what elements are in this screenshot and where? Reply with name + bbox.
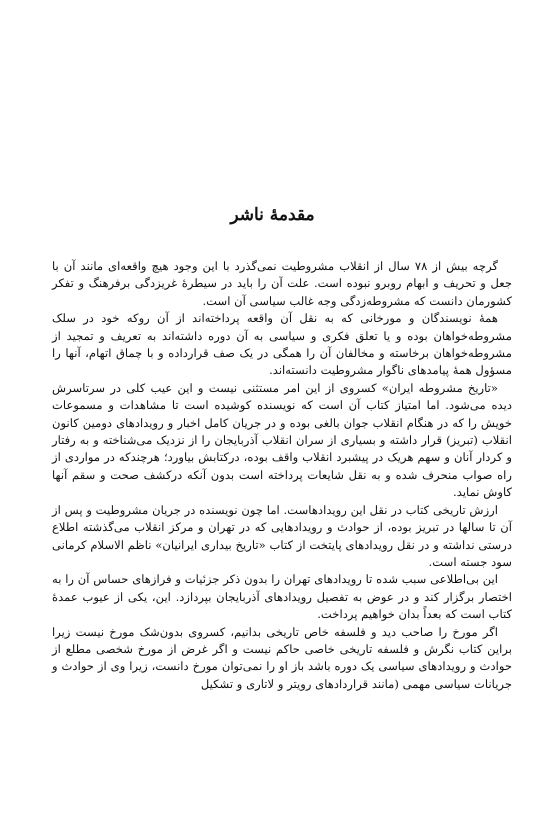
paragraph: این بی‌اطلاعی سبب شده تا رویدادهای تهران را بدون ذکر جزئیات و فرازهای حساس آن را به اختصار برگزار کند و در عوض به تفصیل رویدادهای آذربایجان بپردازد. این، یکی از عیوب عمدهٔ کتاب است که بعداً بدان خواهیم پرداخت. (52, 572, 512, 622)
body-text (52, 258, 512, 693)
paragraph: «تاریخ مشروطه ایران» کسروی از این امر مستثنی نیست و این عیب کلی در سرتاسرش دیده می‌شود. اما امتیاز کتاب آن است که نویسنده کوشیده است تا مشاهدات و مسموعات خویش را که در هنگام انقلاب جوان بالغی بوده و در جریان کامل اخبار و رویدادهای دومین کانون انقلاب (تبریز) قرار داشته و بسیاری از سران انقلاب آذربایجان را از نزدیک می‌شناخته و به رفتار و کردار آنان و سهم هریک در پیشبرد انقلاب واقف بوده، درکتابش بیاورد؛ هرچندکه در مواردی از راه صواب منحرف شده و به نقل شایعات پرداخته است بدون آنکه درکشف صحت و سقم آنها کاوش نماید. (52, 380, 512, 500)
paragraph: همهٔ نویسندگان و مورخانی که به نقل آن واقعه پرداخته‌اند از آن روکه خود در سلک مشروطه‌خواهان بوده و یا تعلق فکری و سیاسی به آن دوره داشته‌اند به تعریف و تمجید از مشروطه‌خواهان برخاسته و مخالفان آن را همگی در یک صف قرارداده و با چماق اتهام، آنها را مسؤول همهٔ پیامدهای ناگوار مشروطیت دانسته‌اند. (52, 311, 512, 378)
paragraph: اگر مورخ را صاحب دید و فلسفه خاص تاریخی بدانیم، کسروی بدون‌شک مورخ نیست زیرا براین کتاب نگرش و فلسفه تاریخی خاصی حاکم نیست و اگر غرض از مورخ شخصی مطلع از حوادث و رویدادهای سیاسی یک دوره باشد باز او را نمی‌توان مورخ دانست، زیرا وی از حوادث و جریانات سیاسی مهمی (مانند قراردادهای رویتر و لاتاری و تشکیل (52, 624, 512, 691)
paragraph: گرچه بیش از ۷۸ سال از انقلاب مشروطیت نمی‌گذرد با این وجود هیچ واقعه‌ای مانند آن با جعل و تحریف و ابهام روبرو نبوده است. علت آن را باید در سیطرهٔ غریزدگی برفرهنگ و تفکر کشورمان دانست که مشروطه‌زدگی وجه غالب سیاسی آن است. (52, 259, 512, 308)
page-title: مقدمهٔ ناشر (230, 205, 315, 225)
paragraph: ارزش تاریخی کتاب در نقل این رویدادهاست. اما چون نویسنده در جریان مشروطیت و پس از آن تا سالها در تبریز بوده، از حوادث و رویدادهایی که در تهران و مرکز انقلاب می‌گذشته اطلاع درستی نداشته و در نقل رویدادهای پایتخت از کتاب «تاریخ بیداری ایرانیان» ناظم الاسلام کرمانی سود جسته است. (52, 502, 512, 569)
